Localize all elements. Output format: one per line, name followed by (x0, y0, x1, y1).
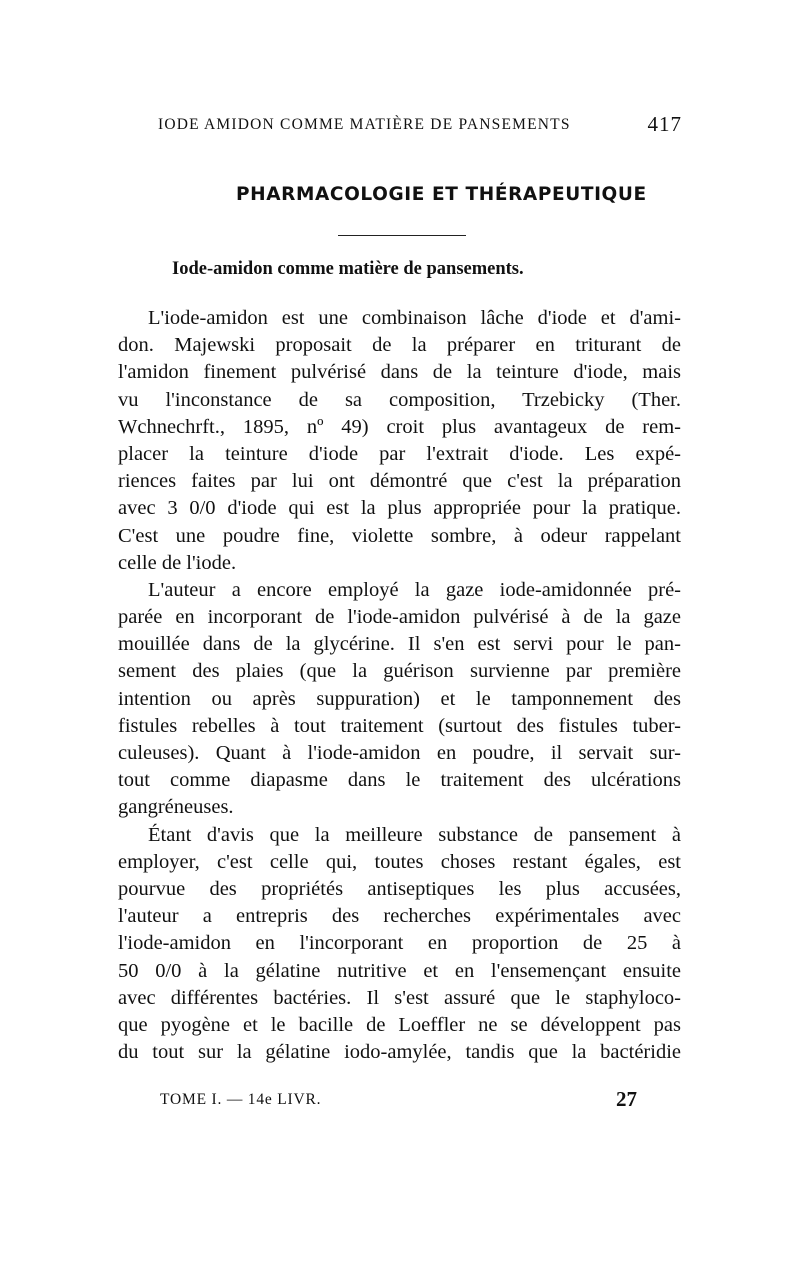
text-line: C'est une poudre fine, violette sombre, à odeur rappelant (118, 524, 681, 547)
text-line: que pyogène et le bacille de Loeffler ne se développent pas (118, 1013, 681, 1036)
text-line: l'amidon finement pulvérisé dans de la teinture d'iode, mais (118, 361, 681, 384)
text-line: avec 3 0/0 d'iode qui est la plus appropriée pour la pratique. (118, 497, 681, 520)
text-line: parée en incorporant de l'iode-amidon pulvérisé à de la gaze (118, 606, 681, 629)
heading-rule (338, 235, 466, 236)
text-line: 50 0/0 à la gélatine nutritive et en l'ensemençant ensuite (118, 959, 681, 982)
text-line: vu l'inconstance de sa composition, Trzebicky (Ther. (118, 388, 681, 411)
running-head (118, 112, 682, 142)
footer-signature: TOME I. — 14e LIVR. (160, 1091, 322, 1108)
section-heading: PHARMACOLOGIE ET THÉRAPEUTIQUE (236, 184, 647, 205)
text-line: pourvue des propriétés antiseptiques les plus accusées, (118, 877, 681, 900)
text-line: gangréneuses. (118, 796, 234, 819)
running-head-title: IODE AMIDON COMME MATIÈRE DE PANSEMENTS (158, 116, 571, 133)
text-line: celle de l'iode. (118, 551, 237, 574)
footer-sheet-number: 27 (616, 1087, 637, 1111)
text-line: Wchnechrft., 1895, nº 49) croit plus avantageux de rem- (118, 415, 681, 438)
text-line: placer la teinture d'iode par l'extrait d'iode. Les expé- (118, 442, 681, 465)
page-number: 417 (647, 112, 682, 136)
text-line: sement des plaies (que la guérison survienne par première (118, 660, 681, 683)
text-line: intention ou après suppuration) et le tamponnement des (118, 687, 681, 710)
text-line: l'iode-amidon en l'incorporant en proportion de 25 à (118, 932, 681, 955)
text-line: L'auteur a encore employé la gaze iode-amidonnée pré- (148, 578, 681, 601)
text-line: culeuses). Quant à l'iode-amidon en poudre, il servait sur- (118, 742, 681, 764)
text-line: fistules rebelles à tout traitement (surtout des fistules tuber- (118, 714, 681, 737)
text-line: employer, c'est celle qui, toutes choses restant égales, est (118, 850, 681, 873)
text-line: L'iode-amidon est une combinaison lâche d'iode et d'ami- (148, 307, 681, 329)
text-line: riences faites par lui ont démontré que c'est la préparation (118, 470, 681, 493)
text-line: tout comme diapasme dans le traitement des ulcérations (118, 769, 681, 792)
text-line: avec différentes bactéries. Il s'est assuré que le staphyloco- (118, 986, 681, 1009)
text-line: du tout sur la gélatine iodo-amylée, tandis que la bactéridie (118, 1041, 681, 1064)
text-line: mouillée dans de la glycérine. Il s'en est servi pour le pan- (118, 633, 681, 656)
article-title: Iode-amidon comme matière de pansements. (172, 259, 524, 279)
text-line: Étant d'avis que la meilleure substance de pansement à (148, 823, 681, 846)
text-line: don. Majewski proposait de la préparer en triturant de (118, 334, 681, 357)
body-text (118, 305, 681, 1066)
text-line: l'auteur a entrepris des recherches expérimentales avec (118, 905, 681, 928)
page-footer (118, 1087, 681, 1117)
